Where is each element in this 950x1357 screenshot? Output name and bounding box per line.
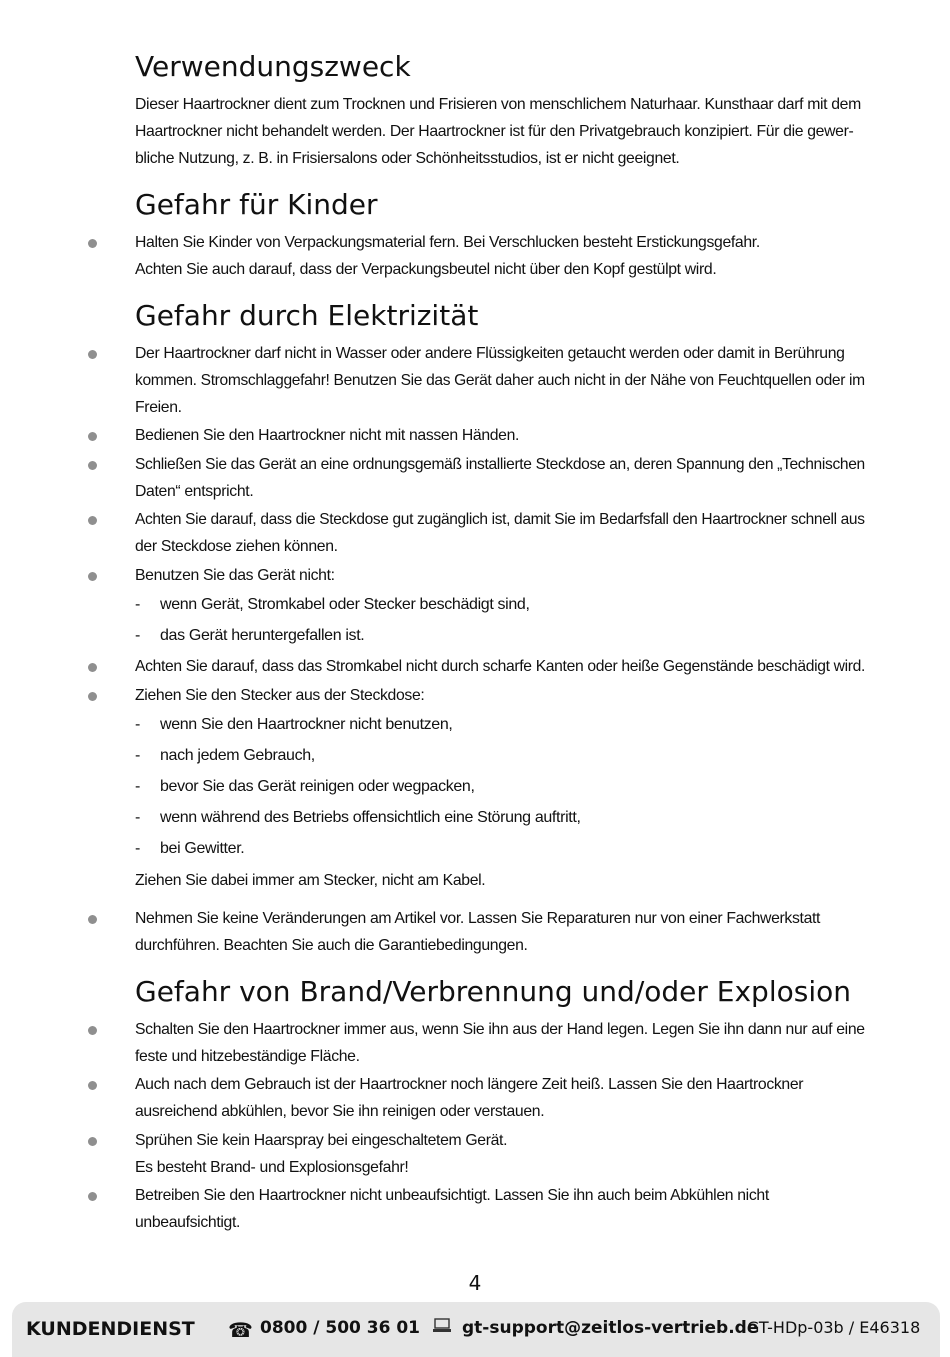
- bullet-text: Halten Sie Kinder von Verpackungsmaterial fern. Bei Verschlucken besteht Erstickungsgefahr.: [135, 234, 760, 251]
- sub-item-text: wenn während des Betriebs offensichtlich eine Störung auftritt,: [160, 809, 581, 826]
- paragraph-line: Dieser Haartrockner dient zum Trocknen und Frisieren von menschlichem Naturhaar. Kunsthaar darf mit dem: [135, 96, 861, 113]
- dash-marker: -: [135, 716, 141, 733]
- telephone-icon: ☎: [228, 1318, 253, 1342]
- heading-gefahr-kinder: Gefahr für Kinder: [135, 188, 378, 221]
- bullet-text: Betreiben Sie den Haartrockner nicht unbeaufsichtigt. Lassen Sie ihn auch beim Abkühlen nicht: [135, 1187, 769, 1204]
- dash-marker: -: [135, 809, 141, 826]
- footer-phone[interactable]: 0800 / 500 36 01: [260, 1318, 420, 1338]
- bullet-icon: [88, 915, 97, 924]
- bullet-text: Benutzen Sie das Gerät nicht:: [135, 567, 335, 584]
- paragraph-line: unbeaufsichtigt.: [135, 1214, 241, 1231]
- dash-marker: -: [135, 747, 141, 764]
- dash-marker: -: [135, 778, 141, 795]
- dash-marker: -: [135, 627, 141, 644]
- footer-product-code: GT-HDp-03b / E46318: [747, 1318, 921, 1337]
- paragraph-line: durchführen. Beachten Sie auch die Garantiebedingungen.: [135, 937, 528, 954]
- paragraph-line: Achten Sie auch darauf, dass der Verpackungsbeutel nicht über den Kopf gestülpt wird.: [135, 261, 717, 278]
- bullet-text: Achten Sie darauf, dass die Steckdose gut zugänglich ist, damit Sie im Bedarfsfall den Haartrockner schnell aus: [135, 511, 865, 528]
- bullet-icon: [88, 461, 97, 470]
- dash-marker: -: [135, 596, 141, 613]
- paragraph-line: Ziehen Sie dabei immer am Stecker, nicht am Kabel.: [135, 872, 486, 889]
- customer-service-footer: [12, 1302, 940, 1357]
- paragraph-line: der Steckdose ziehen können.: [135, 538, 338, 555]
- bullet-text: Bedienen Sie den Haartrockner nicht mit nassen Händen.: [135, 427, 520, 444]
- bullet-icon: [88, 1081, 97, 1090]
- bullet-text: Schalten Sie den Haartrockner immer aus, wenn Sie ihn aus der Hand legen. Legen Sie ihn dann nur auf eine: [135, 1021, 865, 1038]
- bullet-icon: [88, 1192, 97, 1201]
- heading-gefahr-brand: Gefahr von Brand/Verbrennung und/oder Explosion: [135, 975, 851, 1008]
- bullet-icon: [88, 432, 97, 441]
- paragraph-line: Es besteht Brand- und Explosionsgefahr!: [135, 1159, 409, 1176]
- bullet-text: Nehmen Sie keine Veränderungen am Artikel vor. Lassen Sie Reparaturen nur von einer Fachwerkstatt: [135, 910, 821, 927]
- bullet-text: Achten Sie darauf, dass das Stromkabel nicht durch scharfe Kanten oder heiße Gegenstände beschädigt wird.: [135, 658, 866, 675]
- page-number: 4: [468, 1271, 482, 1295]
- footer-label: KUNDENDIENST: [26, 1318, 195, 1340]
- heading-gefahr-elektrizitaet: Gefahr durch Elektrizität: [135, 299, 479, 332]
- bullet-icon: [88, 692, 97, 701]
- heading-verwendungszweck: Verwendungszweck: [135, 50, 411, 83]
- paragraph-line: ausreichend abkühlen, bevor Sie ihn reinigen oder verstauen.: [135, 1103, 545, 1120]
- bullet-icon: [88, 239, 97, 248]
- paragraph-line: bliche Nutzung, z. B. in Frisiersalons oder Schönheitsstudios, ist er nicht geeignet.: [135, 150, 680, 167]
- sub-item-text: nach jedem Gebrauch,: [160, 747, 315, 764]
- laptop-icon: [432, 1318, 450, 1331]
- paragraph-line: kommen. Stromschlaggefahr! Benutzen Sie das Gerät daher auch nicht in der Nähe von Feuchtquellen oder im: [135, 372, 865, 389]
- paragraph-line: Freien.: [135, 399, 182, 416]
- dash-marker: -: [135, 840, 141, 857]
- sub-item-text: wenn Gerät, Stromkabel oder Stecker beschädigt sind,: [160, 596, 530, 613]
- sub-item-text: bevor Sie das Gerät reinigen oder wegpacken,: [160, 778, 475, 795]
- bullet-text: Auch nach dem Gebrauch ist der Haartrockner noch längere Zeit heiß. Lassen Sie den Haartrockner: [135, 1076, 804, 1093]
- paragraph-line: Haartrockner nicht behandelt werden. Der Haartrockner ist für den Privatgebrauch konzipiert. Für die gewer-: [135, 123, 854, 140]
- bullet-icon: [88, 1137, 97, 1146]
- paragraph-line: Daten“ entspricht.: [135, 483, 254, 500]
- paragraph-line: feste und hitzebeständige Fläche.: [135, 1048, 360, 1065]
- sub-item-text: wenn Sie den Haartrockner nicht benutzen,: [160, 716, 453, 733]
- bullet-text: Ziehen Sie den Stecker aus der Steckdose:: [135, 687, 425, 704]
- bullet-icon: [88, 1026, 97, 1035]
- bullet-icon: [88, 350, 97, 359]
- sub-item-text: bei Gewitter.: [160, 840, 245, 857]
- bullet-icon: [88, 572, 97, 581]
- bullet-text: Der Haartrockner darf nicht in Wasser oder andere Flüssigkeiten getaucht werden oder damit in Berührung: [135, 345, 845, 362]
- bullet-text: Sprühen Sie kein Haarspray bei eingeschaltetem Gerät.: [135, 1132, 508, 1149]
- bullet-text: Schließen Sie das Gerät an eine ordnungsgemäß installierte Steckdose an, deren Spannung den „Technischen: [135, 456, 865, 473]
- sub-item-text: das Gerät heruntergefallen ist.: [160, 627, 365, 644]
- bullet-icon: [88, 516, 97, 525]
- footer-email[interactable]: gt-support@zeitlos-vertrieb.de: [462, 1318, 759, 1338]
- bullet-icon: [88, 663, 97, 672]
